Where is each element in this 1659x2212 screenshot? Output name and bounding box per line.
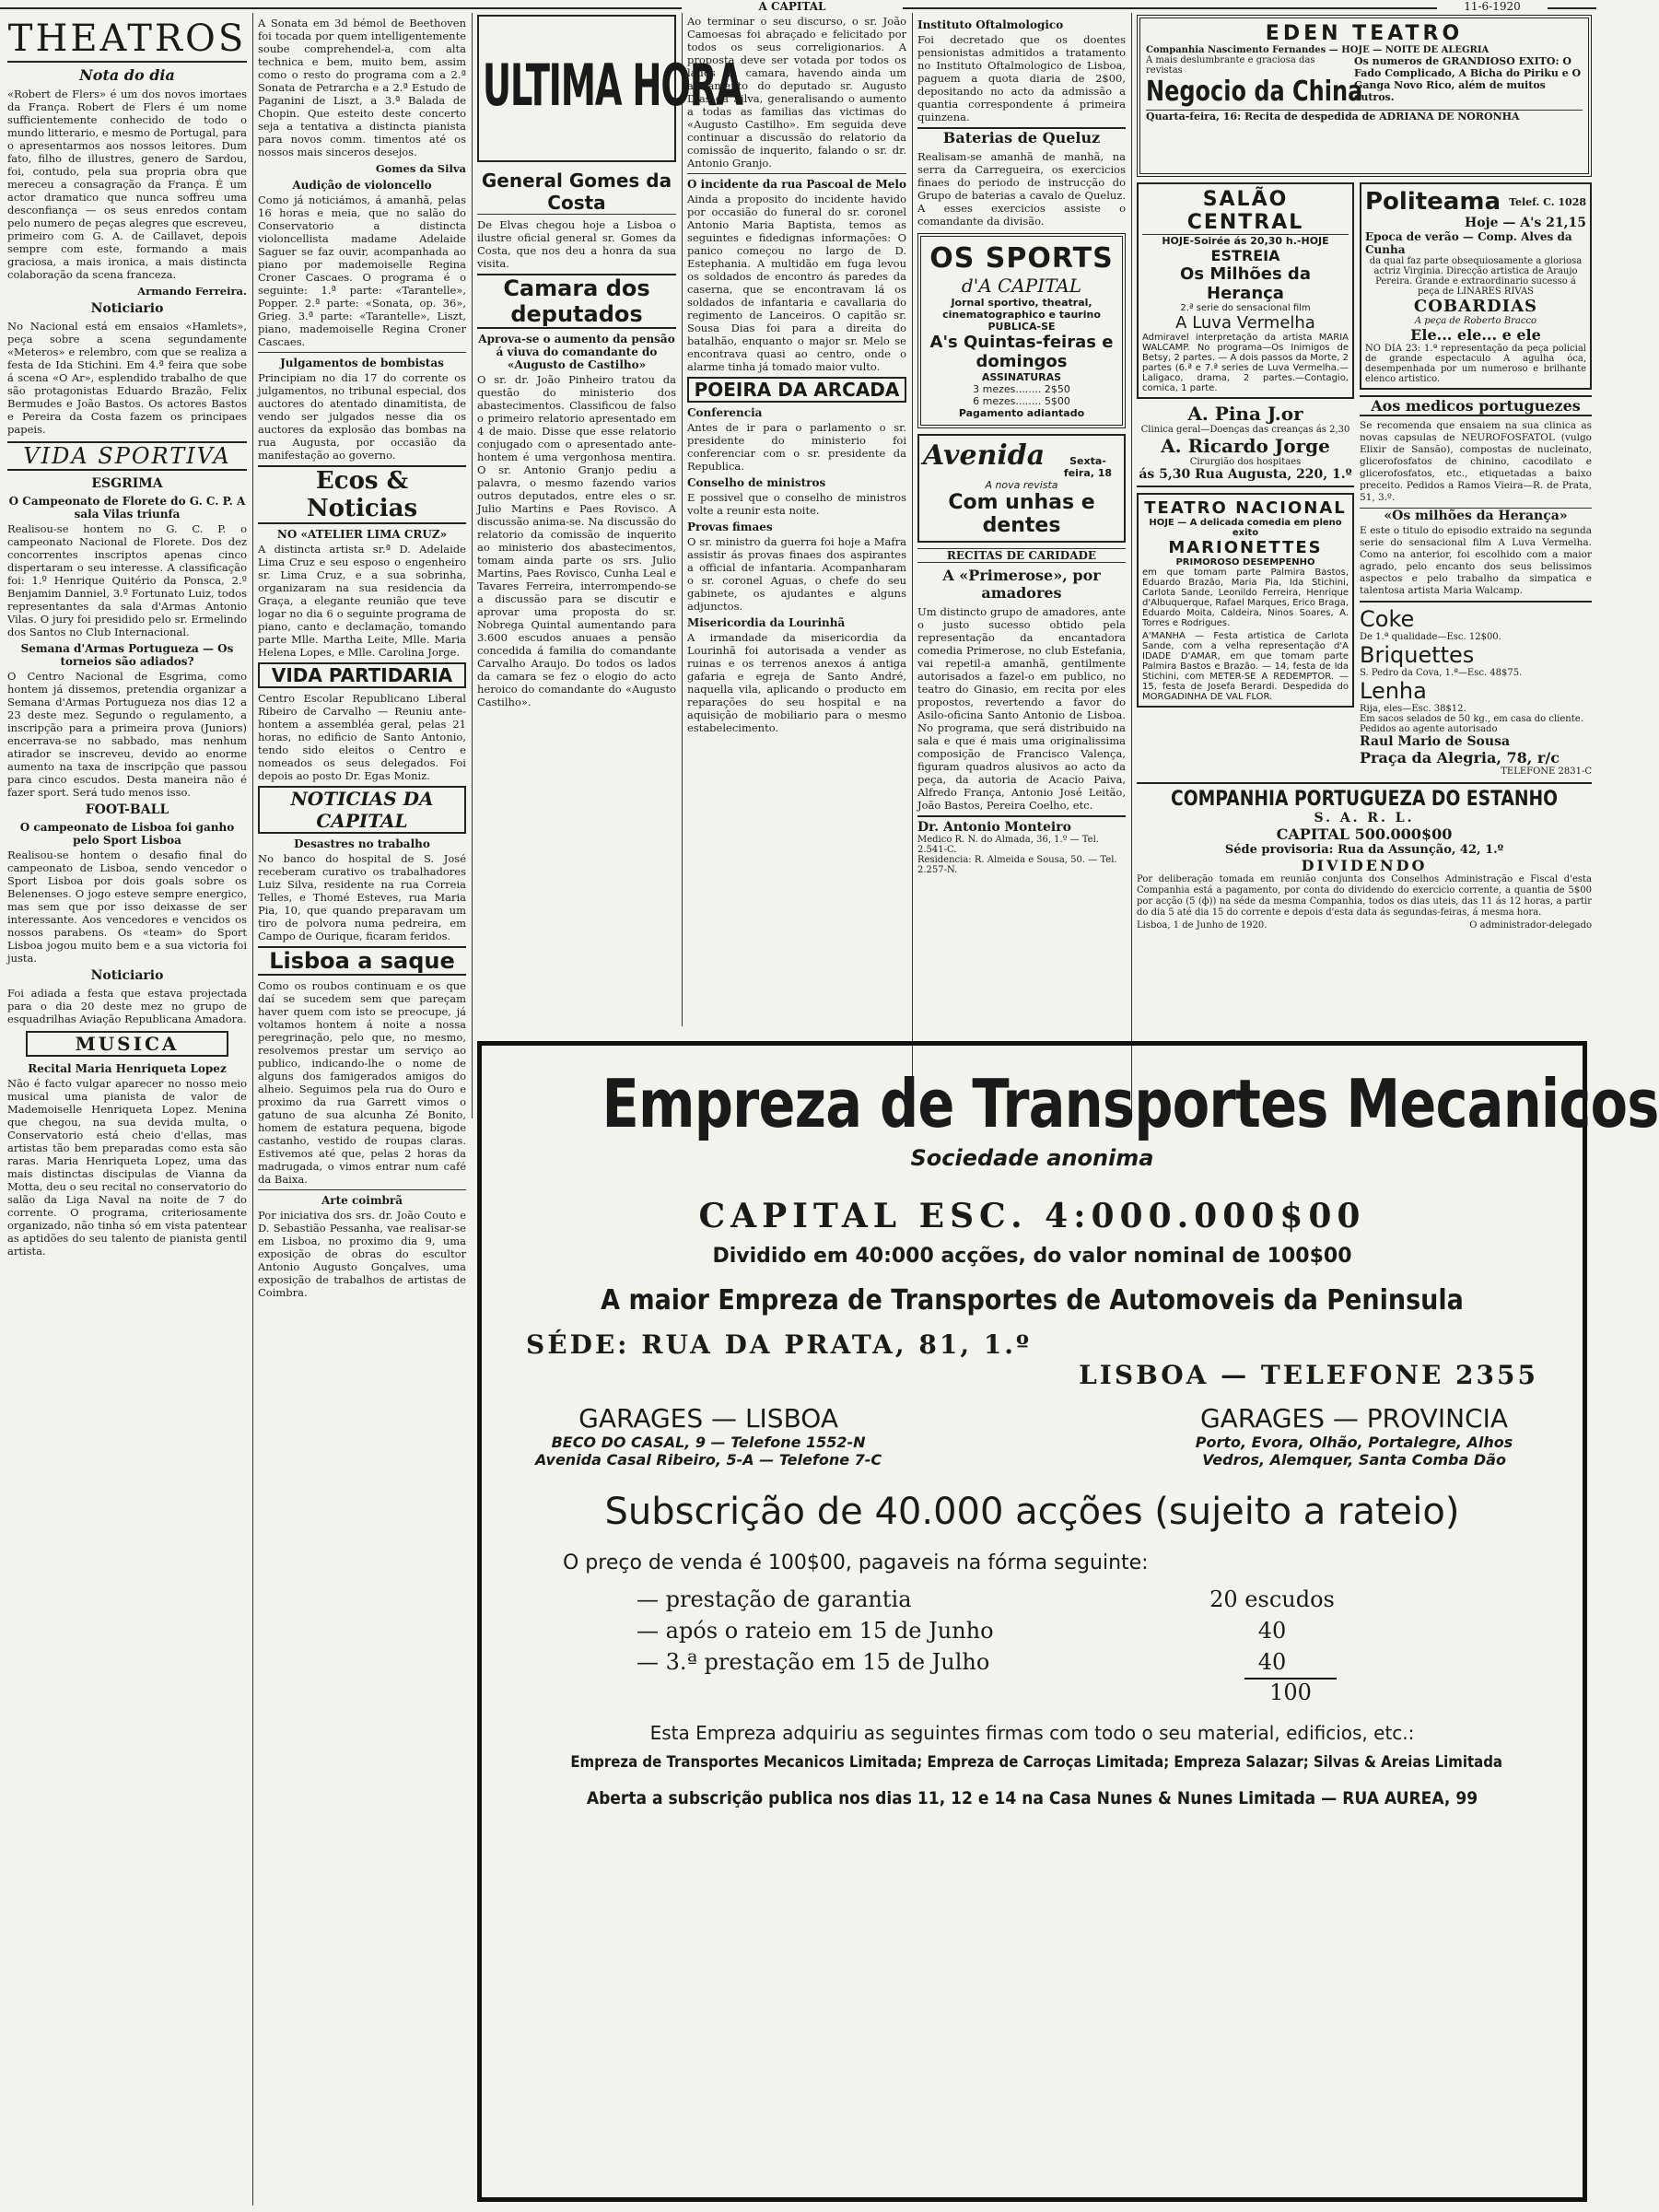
column-divider	[252, 13, 253, 2206]
audicao-title: Audição de violoncello	[292, 179, 432, 192]
salao-estreia: ESTREIA	[1210, 247, 1280, 264]
estanho-date: Lisboa, 1 de Junho de 1920.	[1137, 920, 1268, 930]
combustiveis-ad	[1360, 601, 1592, 777]
section-title-noticias-capital: NOTICIAS DA CAPITAL	[258, 786, 466, 834]
recital-title: Recital Maria Henriqueta Lopez	[28, 1062, 227, 1075]
gomes-text: De Elvas chegou hoje a Lisboa o ilustre oficial general sr. Gomes da Costa, que nos deu a honra da sua visita.	[477, 218, 676, 270]
sports-payment: Pagamento adiantado	[958, 407, 1085, 419]
desastres-text: No banco do hospital de S. José receberam curativo os trabalhadores Luiz Silva, residente na rua Correia Telles, e Thomé Esteves, rua Maria Pia, 10, que quando preparavam um tiro de polvora numa pedreira, em Campo de Ourique, ficaram feridos.	[258, 852, 466, 942]
payment-row-value: 40	[1257, 1649, 1287, 1675]
section-title-vida-sportiva: VIDA SPORTIVA	[7, 441, 247, 471]
nota-text: «Robert de Flers» é um dos novos imortaes da França. Robert de Flers é um nome sufficientemente conhecido de todo o mundo litterario, e mesmo de Portugal, para o apresentarmos aos nossos leitores. Dum fato, filho de illustres, genero de Sardou, foi, contudo, pela sua propria obra que mereceu a consagração da França. É um actor dramatico que nunca soffreu uma desconfiança — os seus enredos contam pelo numero de peças alegres que escreveu, primeiro com G. A. de Caillavet, depois sempre com este, formando a mais graciosa, a mais ironica, a mais distincta colaboração da scena franceza.	[7, 88, 247, 281]
nacional-cast-title: PRIMOROSO DESEMPENHO	[1175, 557, 1315, 568]
camara-text: O sr. dr. João Pinheiro tratou da questão do ministerio dos abastecimentos. Classificou de falso o primeiro relatorio apresentado em 4 de maio. Disse que esse relatorio conjugado com o apresentado ante-hontem é uma vergonhosa mentira. O sr. Antonio Granjo pediu a palavra, o mesmo fazendo varios outros deputados, entre eles o sr. Julio Martins e Paes Rovisco. A discussão anima-se. Na discussão do relatorio da comissão de inquerito ao ministerio dos abastecimentos, tomam ainda parte os srs. Julio Martins, Paes Rovisco, Cunha Leal e Tavares Ferreira, interrompendo-se a discussão para se discutir e aprovar uma proposta do sr. Nobrega Quintal aumentando para 3.600 escudos anuaes a pensão concedida á familia do comandante Carvalho Araujo. Do todos os lados da camara se fez o elogio do acto heroico do comandante do «Augusto Castilho».	[477, 373, 676, 708]
estanho-capital: CAPITAL 500.000$00	[1276, 825, 1453, 843]
football-title: FOOT-BALL	[85, 802, 169, 817]
nota-title: Nota do dia	[79, 66, 175, 84]
section-title-theatros: THEATROS	[7, 17, 247, 63]
payment-row-value: 20 escudos	[1209, 1586, 1335, 1612]
eden-description: A mais deslumbrante e graciosa das revistas	[1146, 55, 1315, 76]
eden-company: Companhia Nascimento Fernandes — HOJE — NOITE DE ALEGRIA	[1146, 45, 1490, 55]
coke-title: Coke	[1360, 606, 1415, 632]
monteiro-residence: Residencia: R. Almeida e Sousa, 50. — Tel. 2.257-N.	[917, 855, 1117, 875]
noticiario2-text: Foi adiada a festa que estava projectada para o dia 20 deste mez no grupo de esquadrilhas Aviação Republicana Amadora.	[7, 987, 247, 1025]
camara-text-continued: Ao terminar o seu discurso, o sr. João Camoesas foi abraçado e felicitado por todos os seus correligionarios. A proposta deve ser votada por todos os lados da camara, havendo ainda um aditamento do deputado sr. Augusto Dias da Silva, generalisando o aumento a todas as familias das victimas do «Augusto Castilho». Em seguida deve continuar a discussão do relatorio da comissão de inquerito, falando o sr. dr. Antonio Granjo.	[687, 15, 906, 170]
eden-hits: Os numeros de GRANDIOSO EXITO: O Fado Complicado, A Bicha do Piriku e O Ganga Novo Rico, além de muitos outros.	[1354, 55, 1582, 103]
garages-provincia-list: Porto, Evora, Olhão, Portalegre, Alhos Vedros, Alemquer, Santa Comba Dão	[1195, 1434, 1513, 1469]
semana-subtitle: Semana d'Armas Portugueza — Os torneios são adiados?	[20, 642, 234, 668]
nacional-ad	[1137, 493, 1354, 708]
ads-right-subcolumn	[1360, 182, 1592, 777]
agent-tel: TELEFONE 2831-C	[1501, 767, 1592, 777]
medicos-title: Aos medicos portuguezes	[1360, 395, 1592, 416]
instituto-title: Instituto Oftalmologico	[917, 18, 1064, 31]
section-title-lisboa-saque: Lisboa a saque	[258, 946, 466, 976]
column-theatros	[7, 17, 247, 2200]
empreza-lisboa-tel: LISBOA — TELEFONE 2355	[1079, 1360, 1538, 1390]
football-subtitle: O campeonato de Lisboa foi ganho pelo Sport Lisboa	[19, 821, 235, 847]
payment-row-label: — 3.ª prestação em 15 de Julho	[637, 1649, 990, 1675]
conferencia-title: Conferencia	[687, 406, 763, 419]
empreza-subscricao: Subscrição de 40.000 acções (sujeito a rateio)	[604, 1491, 1460, 1533]
ecos-text: A distincta artista sr.ª D. Adelaide Lima Cruz e seu esposo o engenheiro sr. Lima Cruz, e a sua sobrinha, organizaram na sua residencia da Graça, a elegante reunião que teve logar no dia 6 o seguinte programa de piano, canto e declamação, tomando parte Mlle. Martha Leite, Mlle. Maria Helena Lopes, e Mlle. Carolina Jorge.	[258, 543, 466, 659]
ricardo-spec: Cirurgião dos hospitaes	[1189, 457, 1302, 467]
provas-title: Provas fimaes	[687, 521, 773, 533]
ricardo-address: ás 5,30 Rua Augusta, 220, 1.º	[1139, 467, 1352, 482]
sports-price-3: 3 mezes........ 2$50	[973, 383, 1070, 395]
misericordia-title: Misericordia da Lourinhã	[687, 616, 846, 629]
misericordia-text: A irmandade da misericordia da Lourinhã foi autorisada a vender as ruinas e os terrenos anexos á antiga gafaria e egreja de Santo André, naquella vila, aplicando o producto em reparações do seu hospital e na aquisição de mobiliario para o mesmo estabelecimento.	[687, 631, 906, 734]
lenha-price: Rija, eles—Esc. 38$12.	[1360, 704, 1466, 714]
nacional-cast: em que tomam parte Palmira Bastos, Eduardo Brazão, Maria Pia, Ida Stichini, Carlota Sande, Leonildo Ferreira, Henrique d'Albuquerque, Rafael Marques, Erico Braga, Eduardo Moita, Caldeira, Ninos Soares, A. Torres e Rodrigues.	[1142, 568, 1349, 628]
column-ads	[1137, 15, 1592, 1037]
politeama-hoje: Hoje — A's 21,15	[1464, 216, 1586, 230]
salao-title: SALÃO CENTRAL	[1142, 188, 1349, 235]
estanho-title: COMPANHIA PORTUGUEZA DO ESTANHO	[1171, 788, 1559, 811]
baterias-title: Baterias de Queluz	[917, 127, 1126, 146]
avenida-title: Avenida	[923, 439, 1046, 472]
politeama-title: Politeama	[1365, 188, 1501, 216]
nacional-title: TEATRO NACIONAL	[1144, 498, 1347, 518]
primerose-text: Um distincto grupo de amadores, ante o justo sucesso obtido pela representação da encantadora comedia Primerose, no club Estefania, vai repetil-a amanhã, gentilmente autorisados a fazel-o em publico, no teatro do Ginasio, em recita por eles propostos, revertendo a favor do Asilo-oficina Santo Antonio de Lisboa. No programa, que será distribuido na sala e que é mais uma originalissima composição de Francisco Valença, figuram quadros alusivos ao acto da peça, da autoria de Acacio Paiva, Alfredo França, Antonio José Leitão, João Bastos, Pereira Coelho, etc.	[917, 605, 1126, 812]
esgrima-subtitle: O Campeonato de Florete do G. C. P. A sala Vilas triunfa	[8, 495, 246, 521]
payment-row-value: 40	[1257, 1618, 1287, 1644]
payment-row	[637, 1646, 1337, 1678]
recital-text: Não é facto vulgar aparecer no nosso meio musical uma pianista de valor de Mademoiselle Henriqueta Lopez. Menina que chegou, na sua devida multa, o Conservatorio está cheio d'ellas, mas artistas tão bem preparadas como esta são raras. Maria Henriqueta Lopez, uma das mais distinctas discipulas de Vianna da Motta, deu o seu recital no conservatorio do salão da Liga Naval na noite de 7 do corrente. O programa, criteriosamente organizado, não tinha só em vista patentear as aptidões do seu talento de pianista gentil artista.	[7, 1077, 247, 1258]
payment-row-label: — prestação de garantia	[637, 1586, 912, 1612]
concert-text: A Sonata em 3d bémol de Beethoven foi tocada por quem intelligentemente soube comprehendel-a, com alta technica e bem, muito bem, assim como o resto do programa com a 2.ª Sonata de Petrarcha e a 2.ª Estudo de Paganini de Liszt, a 3.ª Balada de Chopin. Que esteito deste concerto seja a tentativa a distincta pianista para novos comm. timentos até os nossos mais sinceros desejos.	[258, 17, 466, 158]
politeama-tel: Telef. C. 1028	[1509, 195, 1586, 208]
esgrima-title: ESGRIMA	[91, 476, 163, 491]
arte-title: Arte coimbrã	[258, 1189, 466, 1207]
column-divider	[472, 13, 473, 1118]
noticiario2-title: Noticiario	[90, 968, 164, 983]
salao-hoje: HOJE-Soirée ás 20,30 h.-HOJE	[1162, 235, 1329, 247]
sports-description: Jornal sportivo, theatral, cinematographico e taurino	[942, 297, 1101, 321]
payment-table	[637, 1584, 1337, 1678]
ecos-subtitle: NO «ATELIER LIMA CRUZ»	[276, 528, 448, 541]
section-title-musica: MUSICA	[26, 1031, 228, 1057]
monteiro-name: Dr. Antonio Monteiro	[917, 820, 1071, 835]
politeama-dia: NO DIA 23: 1.ª representação da peça policial de grande espectaculo A agulha óca, desempenhada por um numeroso e brilhante elenco artistico.	[1365, 344, 1586, 384]
milhoes-title: «Os milhões da Herança»	[1360, 508, 1592, 523]
agent-address: Praça da Alegria, 78, r/c	[1360, 749, 1560, 767]
estanho-text: Por deliberação tomada em reunião conjunta dos Conselhos Administração e Fiscal d'esta Companhia está a pagamento, por conta do dividendo do exercicio corrente, a quantia de 5$00 por acção (5 (ф)) na séde da mesma Companhia, todos os dias uteis, das 11 ás 12 horas, a partir do dia 5 até dia 15 do corrente e depois d'esta data ás segundas-feiras, á mesma hora.	[1137, 874, 1592, 918]
empreza-sede: SÉDE: RUA DA PRATA, 81, 1.º	[526, 1329, 1033, 1360]
garages-lisboa-beco: BECO DO CASAL, 9 — Telefone 1552-N	[551, 1434, 866, 1451]
desastres-title: Desastres no trabalho	[294, 837, 430, 850]
esgrima-text: Realisou-se hontem no G. C. P. o campeonato Nacional de Florete. Dos dez concorrentes inscriptos apenas cinco dispertaram o seu interesse. A classificação foi: 1.º Henrique Quitério da Ponsca, 2.º Benjamim Danniel, 3.º Fortunato Luiz, todos representantes da sala d'Armas Antonio Vilas. O jury foi presidido pelo sr. Ermelindo dos Santos no Club Internacional.	[7, 522, 247, 638]
lenha-title: Lenha	[1360, 678, 1427, 704]
sports-title: OS SPORTS	[929, 242, 1114, 275]
eden-title: EDEN TEATRO	[1265, 22, 1464, 45]
salao-serie: 2.ª serie do sensacional film	[1180, 303, 1311, 313]
empreza-capital: CAPITAL ESC. 4:000.000$00	[698, 1197, 1366, 1235]
noticiario-text: No Nacional está em ensaios «Hamlets», peça sobre a scena segundamente «Meteros» e relembro, com que se realiza a festa de Ida Stichini. Em 4.ª feira que sobe á scena «O Ar», esplendido trabalho de que são protagonistas Eduardo Brazão, Felix Bermudes e João Bastos. Os actores Bastos e Pereira da Costa fazem os principaes papeis.	[7, 320, 247, 436]
lisboa-text: Como os roubos continuam e os que daí se sucedem sem que pareçam haver quem com isto se preocupe, já voltamos hontem á noite a nossa peregrinação, pelo que, no mesmo, resolvemos prestar um serviço ao publico, indicando-lhe o nome de alguns dos famigerados amigos do alheio. Seguimos pela rua do Ouro e proximo da rua Garrett vimos o gatuno de sua alcunha Zé Bonito, homem de estatura pequena, bigode castanho, vestido de roupas claras. Estivemos até que, pelas 2 horas da madrugada, o vimos entrar num café da Baixa.	[258, 979, 466, 1186]
garages-lisboa-avenida: Avenida Casal Ribeiro, 5-A — Telefone 7-C	[535, 1451, 882, 1469]
politeama-ad	[1360, 182, 1592, 390]
nacional-amanha: A'MANHA — Festa artistica de Carlota Sande, com a velha representação d'A IDADE D'AMAR, em que tomam parte Palmira Bastos e Brazão. — 14, festa de Ida Stichini, com METER-SE A REDEMPTOR. — 15, festa de Josefa Berardi. Despedida do MORGADINHA DE VAL FLOR.	[1142, 631, 1349, 702]
monteiro-ad	[917, 815, 1126, 875]
empreza-title: Empreza de Transportes Mecanicos	[602, 1065, 1659, 1142]
briquettes-price: S. Pedro da Cova, 1.ª—Esc. 48$75.	[1360, 668, 1523, 678]
politeama-play2: Ele... ele... e ele	[1410, 326, 1541, 344]
politeama-text: da qual faz parte obsequiosamente a gloriosa actriz Virginia. Direcção artistica de Araujo Pereira. Grande e extraordinario sucesso á peça de LINARES RIVAS	[1369, 256, 1583, 297]
pina-spec: Clinica geral—Doenças das creanças ás 2,30	[1140, 425, 1350, 435]
payment-row	[637, 1584, 1337, 1615]
garages-lisboa-title: GARAGES — LISBOA	[578, 1403, 838, 1434]
sports-subtitle: d'A CAPITAL	[961, 275, 1082, 297]
empreza-firmas: Empreza de Transportes Mecanicos Limitada; Empreza de Carroças Limitada; Empreza Salazar; Silvas & Areias Limitada	[570, 1753, 1503, 1772]
ultima-hora-title: ULTIMA HORA	[482, 52, 742, 119]
avenida-ad	[917, 434, 1126, 543]
avenida-show: Com unhas e dentes	[948, 491, 1095, 537]
empreza-ad	[477, 1041, 1659, 2202]
camara-subtitle: Aprova-se o aumento da pensão á viuva do comandante do «Augusto de Castilho»	[478, 333, 675, 371]
medicos-text: Se recomenda que ensaiem na sua clinica as novas capsulas de NEUROFOSFATOL (vulgo Elixir de Sansão), compostas de nucleinato, glicerofosfatos de chinino, cacodilato e glicerofosfatos, etc., etiquetadas a baixo preceito. Pedidos a Ramos Vieira—R. de Prata, 51, 3.º.	[1360, 420, 1592, 503]
briquettes-title: Briquettes	[1360, 642, 1475, 668]
salao-film: Os Milhões da Herança	[1180, 264, 1311, 303]
estanho-ad	[1137, 782, 1592, 930]
nacional-hoje: HOJE — A delicada comedia em pleno exito	[1149, 518, 1342, 538]
nota-signature: Armando Ferreira.	[137, 285, 247, 298]
julgamentos-title: Julgamentos de bombistas	[258, 352, 466, 369]
empreza-subtitle: Sociedade anonima	[910, 1145, 1154, 1171]
estanho-dividendo: DIVIDENDO	[1301, 857, 1428, 874]
audicao-text: Como já noticiámos, á amanhã, pelas 16 horas e meia, que no salão do Conservatorio a distincta violoncellista madame Adelaide Saguer se faz ouvir, acompanhada ao piano por mademoiselle Regina Croner Cascaes. O programa é o seguinte: 1.ª parte: «Tarantelle», Popper. 2.ª parte: «Sonata, op. 36», Grieg. 3.ª parte: «Tarantelle», Liszt, piano, mademoiselle Regina Croner Cascaes.	[258, 193, 466, 348]
nacional-show: MARIONETTES	[1168, 538, 1323, 557]
conselho-text: E possivel que o conselho de ministros volte a reunir esta noite.	[687, 491, 906, 517]
section-title-ecos: Ecos & Noticias	[258, 465, 466, 524]
column-divider	[1131, 13, 1132, 1118]
salao-text: Admiravel interpretação da artista MARIA WALCAMP. No programa—Os Inimigos de Betsy, 2 partes. — A dois passos da Morte, 2 partes (6.ª e 7.ª series de Luva Vermelha.—Laligaco, drama, 2 partes.—Contagio, comica, 1 parte.	[1142, 333, 1349, 393]
sports-days: A's Quintas-feiras e domingos	[929, 333, 1114, 371]
sports-price-6: 6 mezes........ 5$00	[973, 395, 1070, 407]
empreza-preco: O preço de venda é 100$00, pagaveis na fórma seguinte:	[563, 1551, 1149, 1574]
milhoes-text: E este o titulo do episodio extraido na segunda serie do sensacional film A Luva Vermelha. Como na anterior, foi escolhido com a maior agrado, pelo encanto dos seus belissimos aspectos e pelo trabalho da simpatica e talentosa artista Maria Walcamp.	[1360, 525, 1592, 596]
incidente-title: O incidente da rua Pascoal de Melo	[687, 173, 906, 191]
conselho-title: Conselho de ministros	[687, 476, 826, 489]
payment-row	[637, 1615, 1337, 1646]
masthead-paper-name: A CAPITAL	[682, 0, 903, 13]
garages-provincia	[1179, 1403, 1529, 1469]
salao-central-ad	[1137, 182, 1354, 399]
payment-total: 100	[1244, 1678, 1337, 1705]
section-title-vida-partidaria: VIDA PARTIDARIA	[258, 662, 466, 688]
politeama-adapt: A peça de Roberto Bracco	[1414, 316, 1537, 326]
baterias-text: Realisam-se amanhã de manhã, na serra da Carregueira, os exercicios finaes do periodo de instrucção do Grupo de baterias a cavalo de Queluz. A esses exercicios assiste o comandante da divisão.	[917, 150, 1126, 228]
salao-film2: A Luva Vermelha	[1175, 313, 1315, 333]
noticiario-title: Noticiario	[90, 301, 164, 316]
masthead-date: 11-6-1920	[1437, 0, 1548, 13]
incidente-text: Ainda a proposito do incidente havido por occasião do funeral do sr. coronel Antonio Maria Baptista, temos as seguintes e fidedignas informações: O panico começou no largo de D. Estephania. A multidão em fuga levou os soldados de encontro ás paredes da caserna, que se encontravam lá os soldados de infantaria e cavallaria do regimento de Lanceiros. O capitão sr. Sousa Dias foi para a direita do batalhão, enquanto o major sr. Melo se encontrava quasi ao centro, onde o alarme tinha já tomado maior vulto.	[687, 193, 906, 373]
vida-partidaria-text: Centro Escolar Republicano Liberal Ribeiro de Carvalho — Reuniu ante-hontem a assembléa geral, pelas 21 horas, no edificio de Santo Antonio, tendo sido eleitos o Centro e nomeados os seus delegados. Foi depois ao posto Dr. Egas Moniz.	[258, 692, 466, 782]
empreza-dividido: Dividido em 40:000 acções, do valor nominal de 100$00	[712, 1245, 1352, 1268]
pina-ad	[1137, 399, 1354, 487]
estanho-signature: O administrador-delegado	[1469, 920, 1592, 930]
eden-date: Quarta-feira, 16: Recita de despedida de ADRIANA DE NORONHA	[1146, 110, 1583, 123]
poeira-title: POEIRA DA ARCADA	[687, 377, 906, 403]
sports-assinaturas: ASSINATURAS	[981, 371, 1062, 383]
eden-ad	[1137, 15, 1592, 177]
column-center-left	[258, 17, 466, 2200]
instituto-text: Foi decretado que os doentes pensionistas admitidos a tratamento no Instituto Oftalmologico de Lisboa, paguem a quota diaria de 2$00, depositando no acto da admissão a quantia correspondente á primeira quinzena.	[917, 33, 1126, 123]
column-news-right	[687, 15, 906, 1028]
lenha-agent: Pedidos ao agente autorisado	[1360, 724, 1498, 734]
estanho-sede: Séde provisoria: Rua da Assunção, 42, 1.º	[1224, 843, 1504, 857]
ricardo-name: A. Ricardo Jorge	[1161, 435, 1330, 457]
football-text: Realisou-se hontem o desafio final do campeonato de Lisboa, sendo vencedor o Sport Lisboa por dois goals sobre os Belenenses. O jogo esteve sempre energico, mas sem que por isso deixasse de ser interessante. Aos vencedores e vencidos os nossos parabens. Os «team» do Sport Lisboa jogou muito bem e a sua victoria foi justa.	[7, 849, 247, 965]
ads-left-subcolumn	[1137, 182, 1354, 777]
payment-row-label: — após o rateio em 15 de Junho	[637, 1618, 994, 1644]
garages-lisboa	[535, 1403, 882, 1469]
julgamentos-text: Principiam no dia 17 do corrente os julgamentos, no tribunal especial, dos auctores do atentado dinamitista, de vendo ser julgados nesse dia os auctores da explosão das bombas na rua Augusta, por occasião da manifestação ao governo.	[258, 371, 466, 462]
ultima-hora-box	[477, 15, 742, 162]
agent-name: Raul Mario de Sousa	[1360, 734, 1511, 749]
estanho-sarl: S. A. R. L.	[1314, 811, 1415, 825]
camara-title: Camara dos deputados	[477, 274, 676, 329]
column-news-left	[477, 166, 676, 1032]
primerose-title: A «Primerose», por amadores	[942, 567, 1101, 602]
sports-publica: PUBLICA-SE	[987, 321, 1056, 333]
column-divider	[682, 13, 683, 1026]
column-divider	[912, 13, 913, 1118]
empreza-aberta: Aberta a subscrição publica nos dias 11, 12 e 14 na Casa Nunes & Nunes Limitada — RUA AUREA, 99	[586, 1788, 1478, 1808]
arte-text: Por iniciativa dos srs. dr. João Couto e D. Sebastião Pessanha, vae realisar-se em Lisboa, no proximo dia 9, uma exposição de obras do escultor Antonio Augusto Gonçalves, uma exposição de trabalhos de artistas de Coimbra.	[258, 1209, 466, 1299]
provas-text: O sr. ministro da guerra foi hoje a Mafra assistir ás provas finaes dos aspirantes a official de infantaria. Acompanharam o sr. coronel Aguas, o chefe do seu gabinete, os ajudantes e alguns adjunctos.	[687, 535, 906, 613]
gomes-title: General Gomes da Costa	[477, 170, 676, 215]
garages-provincia-title: GARAGES — PROVINCIA	[1199, 1403, 1508, 1434]
conferencia-text: Antes de ir para o parlamento o sr. presidente do ministerio foi conferenciar com o sr. presidente da Republica.	[687, 421, 906, 473]
monteiro-spec: Medico R. N. do Almada, 36, 1.º — Tel. 2.541-C.	[917, 835, 1099, 855]
politeama-epoca: Epoca de verão — Comp. Alves da Cunha	[1365, 230, 1572, 256]
lenha-note: Em sacos selados de 50 kg., em casa do cliente.	[1360, 714, 1583, 724]
os-sports-ad	[917, 233, 1126, 428]
column-news-third	[917, 15, 1126, 1028]
semana-text: O Centro Nacional de Esgrima, como hontem já dissemos, pretendia organizar a Semana d'Armas Portugueza nos dias 12 a 23 deste mez. Segundo o regulamento, a inscripção para a primeira prova (Juniors) encerrava-se no sabbado, mas nenhum atirador se inscreveu, devido ao enorme aumento na taxa de inscripção que passou para cinco escudos. Desta maneira não é fazer sport. Será tudo menos isso.	[7, 670, 247, 799]
empreza-adquiriu: Esta Empreza adquiriu as seguintes firmas com todo o seu material, edificios, etc.:	[649, 1722, 1415, 1744]
concert-signature: Gomes da Silva	[375, 162, 466, 175]
pina-name: A. Pina J.or	[1187, 403, 1303, 425]
eden-show: Negocio da China	[1146, 76, 1363, 108]
coke-price: De 1.ª qualidade—Esc. 12$00.	[1360, 632, 1501, 642]
empreza-maior: A maior Empreza de Transportes de Automoveis da Peninsula	[601, 1284, 1464, 1317]
politeama-play: COBARDIAS	[1413, 297, 1538, 316]
avenida-day: Sexta-feira, 18	[1063, 455, 1113, 479]
avenida-subtitle: A nova revista	[985, 479, 1058, 491]
recitas-title: RECITAS DE CARIDADE	[917, 548, 1126, 563]
